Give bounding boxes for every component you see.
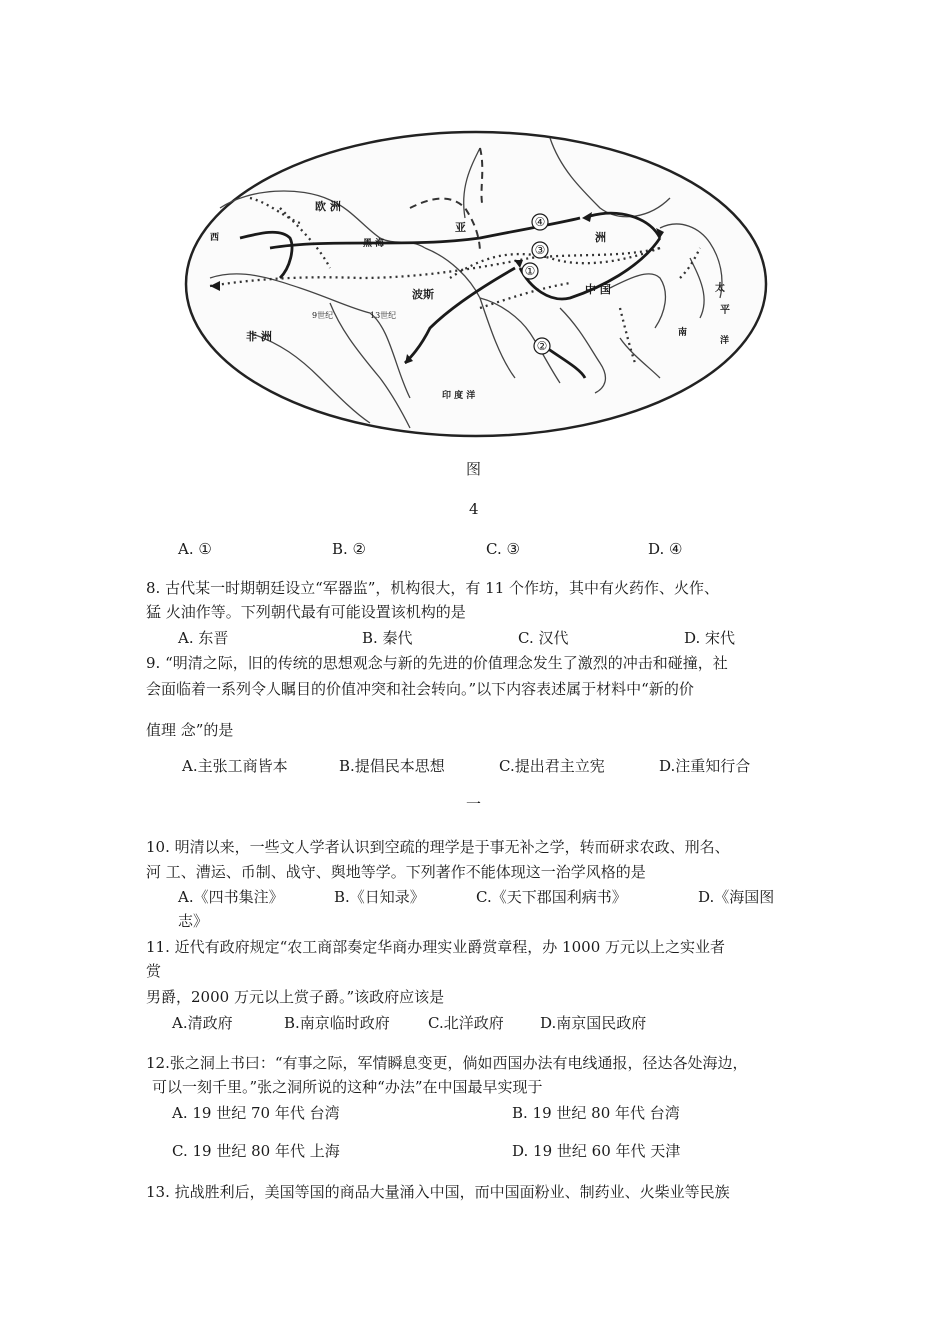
q8-stem-line1: 8. 古代某一时期朝廷设立“军器监”，机构很大，有 11 个作坊，其中有火药作、火作、 bbox=[146, 579, 720, 597]
q8-option-d[interactable]: D. 宋代 bbox=[684, 629, 736, 647]
figure-caption: 图 bbox=[466, 460, 482, 478]
label-pacific-1: 太 bbox=[715, 283, 725, 294]
q11-stem-line2: 赏 bbox=[146, 962, 162, 980]
q10-option-d-overflow: 志》 bbox=[178, 912, 209, 930]
q8-option-c[interactable]: C. 汉代 bbox=[518, 629, 569, 647]
label-west: 西 bbox=[210, 233, 220, 243]
q7-option-c[interactable]: C. ③ bbox=[486, 540, 520, 558]
label-pacific-2: 平 bbox=[720, 305, 730, 316]
q9-option-d-overflow: 一 bbox=[466, 795, 482, 813]
route-marker-4: ④ bbox=[534, 215, 546, 229]
label-china: 中 国 bbox=[585, 283, 611, 296]
q9-stem-line3: 值理 念”的是 bbox=[146, 721, 234, 739]
q11-option-a[interactable]: A.清政府 bbox=[172, 1014, 233, 1032]
route-marker-2: ② bbox=[536, 339, 548, 353]
q11-stem-line3: 男爵，2000 万元以上赏子爵。”该政府应该是 bbox=[146, 988, 445, 1006]
q11-stem-line1: 11. 近代有政府规定“农工商部奏定华商办理实业爵赏章程，办 1000 万元以上之实业者 bbox=[146, 938, 726, 956]
label-ocean: 洋 bbox=[720, 336, 730, 346]
q7-option-b[interactable]: B. ② bbox=[332, 540, 367, 558]
q9-option-a[interactable]: A.主张工商皆本 bbox=[182, 757, 288, 775]
label-9th-century: 9世纪 bbox=[312, 311, 334, 320]
q12-option-d[interactable]: D. 19 世纪 60 年代 天津 bbox=[512, 1142, 681, 1160]
label-europe: 欧 洲 bbox=[315, 200, 341, 213]
q8-stem-line2: 猛 火油作等。下列朝代最有可能设置该机构的是 bbox=[146, 603, 466, 621]
q7-option-a[interactable]: A. ① bbox=[178, 540, 212, 558]
q13-stem-line1: 13. 抗战胜利后，美国等国的商品大量涌入中国，而中国面粉业、制药业、火柴业等民族 bbox=[146, 1183, 730, 1201]
q12-stem-line2: 可以一刻千里。”张之洞所说的这种“办法”在中国最早实现于 bbox=[152, 1078, 543, 1096]
q10-stem-line2: 河 工、漕运、币制、战守、舆地等学。下列著作不能体现这一治学风格的是 bbox=[146, 863, 646, 881]
q11-option-c[interactable]: C.北洋政府 bbox=[428, 1014, 504, 1032]
q7-option-d[interactable]: D. ④ bbox=[648, 540, 683, 558]
q11-option-d[interactable]: D.南京国民政府 bbox=[540, 1014, 647, 1032]
label-south: 南 bbox=[678, 328, 688, 338]
q12-option-a[interactable]: A. 19 世纪 70 年代 台湾 bbox=[172, 1104, 340, 1122]
label-asia-2: 洲 bbox=[595, 231, 606, 244]
silk-road-map bbox=[180, 128, 772, 440]
label-persia: 波斯 bbox=[412, 288, 434, 301]
q9-stem-line2: 会面临着一系列令人瞩目的价值冲突和社会转向。”以下内容表述属于材料中“新的价 bbox=[146, 680, 694, 698]
q12-stem-line1: 12.张之洞上书曰：“有事之际，军情瞬息变更，倘如西国办法有电线通报，径达各处海边， bbox=[146, 1054, 748, 1072]
q10-option-c[interactable]: C.《天下郡国利病书》 bbox=[476, 888, 627, 906]
route-marker-3: ③ bbox=[534, 243, 546, 257]
q12-option-c[interactable]: C. 19 世纪 80 年代 上海 bbox=[172, 1142, 340, 1160]
q8-option-a[interactable]: A. 东晋 bbox=[178, 629, 229, 647]
q10-stem-line1: 10. 明清以来，一些文人学者认识到空疏的理学是于事无补之学，转而研求农政、刑名、 bbox=[146, 838, 730, 856]
q10-option-d[interactable]: D.《海国图 bbox=[698, 888, 775, 906]
label-black-sea: 黑 海 bbox=[363, 239, 385, 249]
q10-option-a[interactable]: A.《四书集注》 bbox=[178, 888, 284, 906]
label-asia: 亚 bbox=[455, 221, 466, 234]
q10-option-b[interactable]: B.《日知录》 bbox=[334, 888, 425, 906]
label-13th-century: 13世纪 bbox=[370, 311, 397, 320]
q11-option-b[interactable]: B.南京临时政府 bbox=[284, 1014, 390, 1032]
label-indian-ocean: 印 度 洋 bbox=[442, 391, 476, 401]
figure-number: 4 bbox=[469, 500, 479, 518]
q9-option-c[interactable]: C.提出君主立宪 bbox=[499, 757, 605, 775]
route-marker-1: ① bbox=[524, 264, 536, 278]
map-illustration bbox=[180, 128, 772, 440]
label-africa: 非 洲 bbox=[246, 330, 272, 343]
q12-option-b[interactable]: B. 19 世纪 80 年代 台湾 bbox=[512, 1104, 680, 1122]
q9-option-b[interactable]: B.提倡民本思想 bbox=[339, 757, 445, 775]
q8-option-b[interactable]: B. 秦代 bbox=[362, 629, 413, 647]
q9-stem-line1: 9. “明清之际，旧的传统的思想观念与新的先进的价值理念发生了激烈的冲击和碰撞，社 bbox=[146, 654, 728, 672]
q9-option-d[interactable]: D.注重知行合 bbox=[659, 757, 751, 775]
